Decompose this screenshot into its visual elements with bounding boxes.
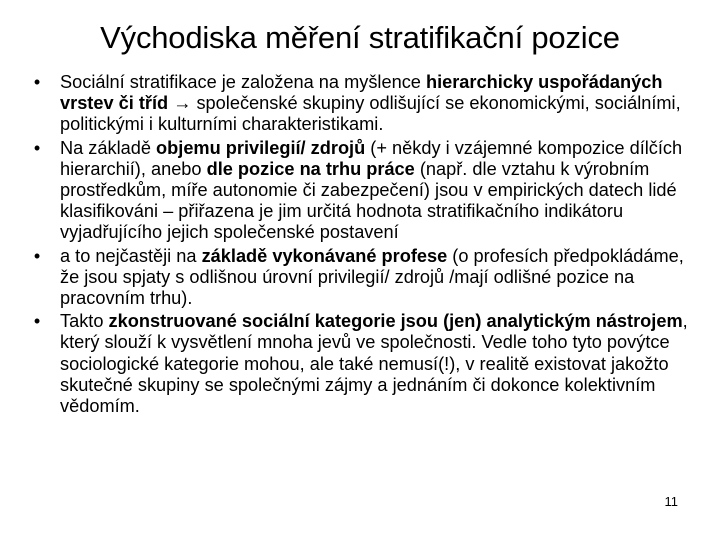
bullet-text [60,138,682,243]
text-segment: (+ někdy i vzájemné kompozice dílčích hierarchií), anebo [60,137,683,179]
text-segment: Sociální stratifikace je založena na myšlence [60,72,426,92]
bullet-marker-icon: • [33,245,41,266]
bullet-item [30,138,698,244]
bold-text-segment: hierarchicky uspořádaných vrstev či tříd [60,72,663,114]
bullet-marker-icon: • [33,311,41,332]
bullet-text [60,311,688,416]
text-segment: (např. dle vztahu k výrobním prostředkům, míře autonomie či zabezpečení) jsou v empirických datech lidé klasifikováni – přiřazena je jim určitá hodnota stratifikačního indikátoru vyjadřujícího jejich společenské postavení [60,158,677,243]
bullet-text [60,246,684,308]
bullet-item [30,311,698,417]
bullet-item [30,72,698,136]
bold-text-segment: objemu privilegií/ zdrojů [156,137,366,158]
bold-text-segment: zkonstruované sociální kategorie jsou (jen) analytickým nástrojem [108,311,683,332]
bullet-marker-icon: • [33,72,41,92]
bold-text-segment: dle pozice na trhu práce [206,158,415,179]
bold-text-segment: základě vykonávané profese [201,245,448,266]
text-segment: , který slouží k vysvětlení mnoha jevů ve společnosti. Vedle toho tyto povýtce sociologické kategorie mohou, ale také nemusí(!), v realitě existovat jakožto skutečné skupiny se společnými zájmy a jednáním či dokonce kolektivním vědomím. [60,311,688,417]
text-segment: Takto [60,311,109,332]
text-segment: a to nejčastěji na [60,245,202,266]
bullet-item [30,246,698,310]
bullet-marker-icon: • [33,137,41,158]
slide-title: Východiska měření stratifikační pozice [100,20,620,55]
text-segment: (o profesích předpokládáme, že jsou spjaty s odlišnou úrovní privilegií/ zdrojů /mají odlišné pozice na pracovním trhu). [60,245,684,309]
bullet-text [60,72,681,134]
page-number: 11 [664,494,678,509]
text-segment: → společenské skupiny odlišující se ekonomickými, sociálními, politickými i kulturními charakteristikami. [60,93,681,135]
bullet-list [30,72,698,419]
text-segment: Na základě [60,137,157,158]
